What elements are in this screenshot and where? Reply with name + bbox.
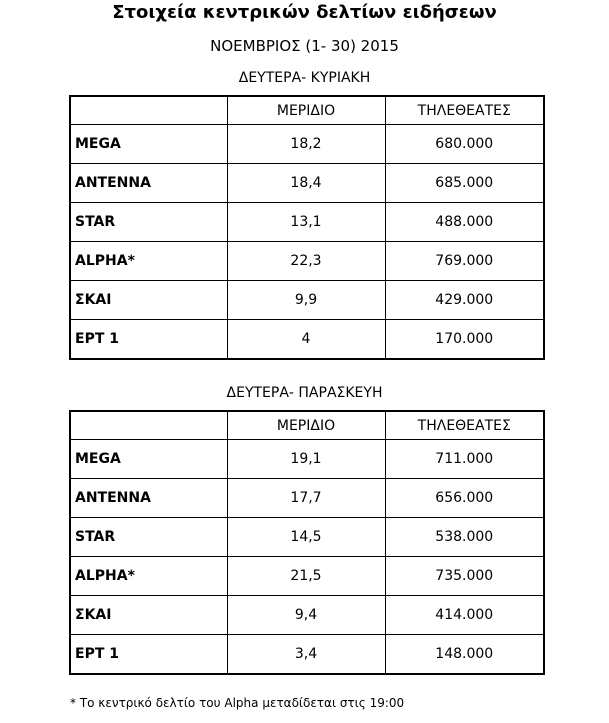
viewers-value: 488.000: [385, 203, 544, 242]
table-row: [70, 164, 544, 203]
channel-name: ALPHA*: [70, 557, 227, 596]
channel-name: ΣΚΑΙ: [70, 281, 227, 320]
viewers-value: 656.000: [385, 479, 544, 518]
share-value: 18,4: [227, 164, 385, 203]
footnote: * Το κεντρικό δελτίο του Alpha μεταδίδεται στις 19:00: [70, 696, 405, 710]
table-row: [70, 242, 544, 281]
table-row: [70, 635, 544, 675]
table-row: [70, 281, 544, 320]
viewers-value: 429.000: [385, 281, 544, 320]
channel-name: ANTENNA: [70, 164, 227, 203]
share-value: 18,2: [227, 125, 385, 164]
channel-name: STAR: [70, 203, 227, 242]
channel-name: MEGA: [70, 440, 227, 479]
ratings-table-mon-fri: [69, 410, 545, 675]
share-value: 13,1: [227, 203, 385, 242]
section-title-mon-sun: ΔΕΥΤΕΡΑ- ΚΥΡΙΑΚΗ: [238, 70, 371, 86]
viewers-value: 170.000: [385, 320, 544, 360]
header-share: ΜΕΡΙΔΙΟ: [227, 411, 385, 440]
viewers-value: 735.000: [385, 557, 544, 596]
share-value: 3,4: [227, 635, 385, 675]
channel-name: STAR: [70, 518, 227, 557]
table-header-row: [70, 96, 544, 125]
table-row: [70, 125, 544, 164]
header-viewers: ΤΗΛΕΘΕΑΤΕΣ: [385, 411, 544, 440]
table-row: [70, 203, 544, 242]
share-value: 22,3: [227, 242, 385, 281]
header-channel: [70, 96, 227, 125]
header-share: ΜΕΡΙΔΙΟ: [227, 96, 385, 125]
table-row: [70, 320, 544, 360]
table-header-row: [70, 411, 544, 440]
page-title: Στοιχεία κεντρικών δελτίων ειδήσεων: [112, 2, 497, 23]
viewers-value: 414.000: [385, 596, 544, 635]
channel-name: ΣΚΑΙ: [70, 596, 227, 635]
ratings-table-mon-sun: [69, 95, 545, 360]
table-row: [70, 518, 544, 557]
page-subtitle: ΝΟΕΜΒΡΙΟΣ (1- 30) 2015: [210, 37, 399, 55]
header-channel: [70, 411, 227, 440]
viewers-value: 685.000: [385, 164, 544, 203]
viewers-value: 538.000: [385, 518, 544, 557]
share-value: 21,5: [227, 557, 385, 596]
channel-name: MEGA: [70, 125, 227, 164]
header-viewers: ΤΗΛΕΘΕΑΤΕΣ: [385, 96, 544, 125]
share-value: 9,9: [227, 281, 385, 320]
channel-name: ΕΡΤ 1: [70, 635, 227, 675]
viewers-value: 711.000: [385, 440, 544, 479]
channel-name: ANTENNA: [70, 479, 227, 518]
table-row: [70, 440, 544, 479]
share-value: 19,1: [227, 440, 385, 479]
share-value: 4: [227, 320, 385, 360]
share-value: 9,4: [227, 596, 385, 635]
channel-name: ALPHA*: [70, 242, 227, 281]
viewers-value: 148.000: [385, 635, 544, 675]
share-value: 17,7: [227, 479, 385, 518]
section-title-mon-fri: ΔΕΥΤΕΡΑ- ΠΑΡΑΣΚΕΥΗ: [226, 385, 383, 401]
viewers-value: 769.000: [385, 242, 544, 281]
table-row: [70, 479, 544, 518]
table-row: [70, 596, 544, 635]
viewers-value: 680.000: [385, 125, 544, 164]
table-row: [70, 557, 544, 596]
channel-name: ΕΡΤ 1: [70, 320, 227, 360]
share-value: 14,5: [227, 518, 385, 557]
